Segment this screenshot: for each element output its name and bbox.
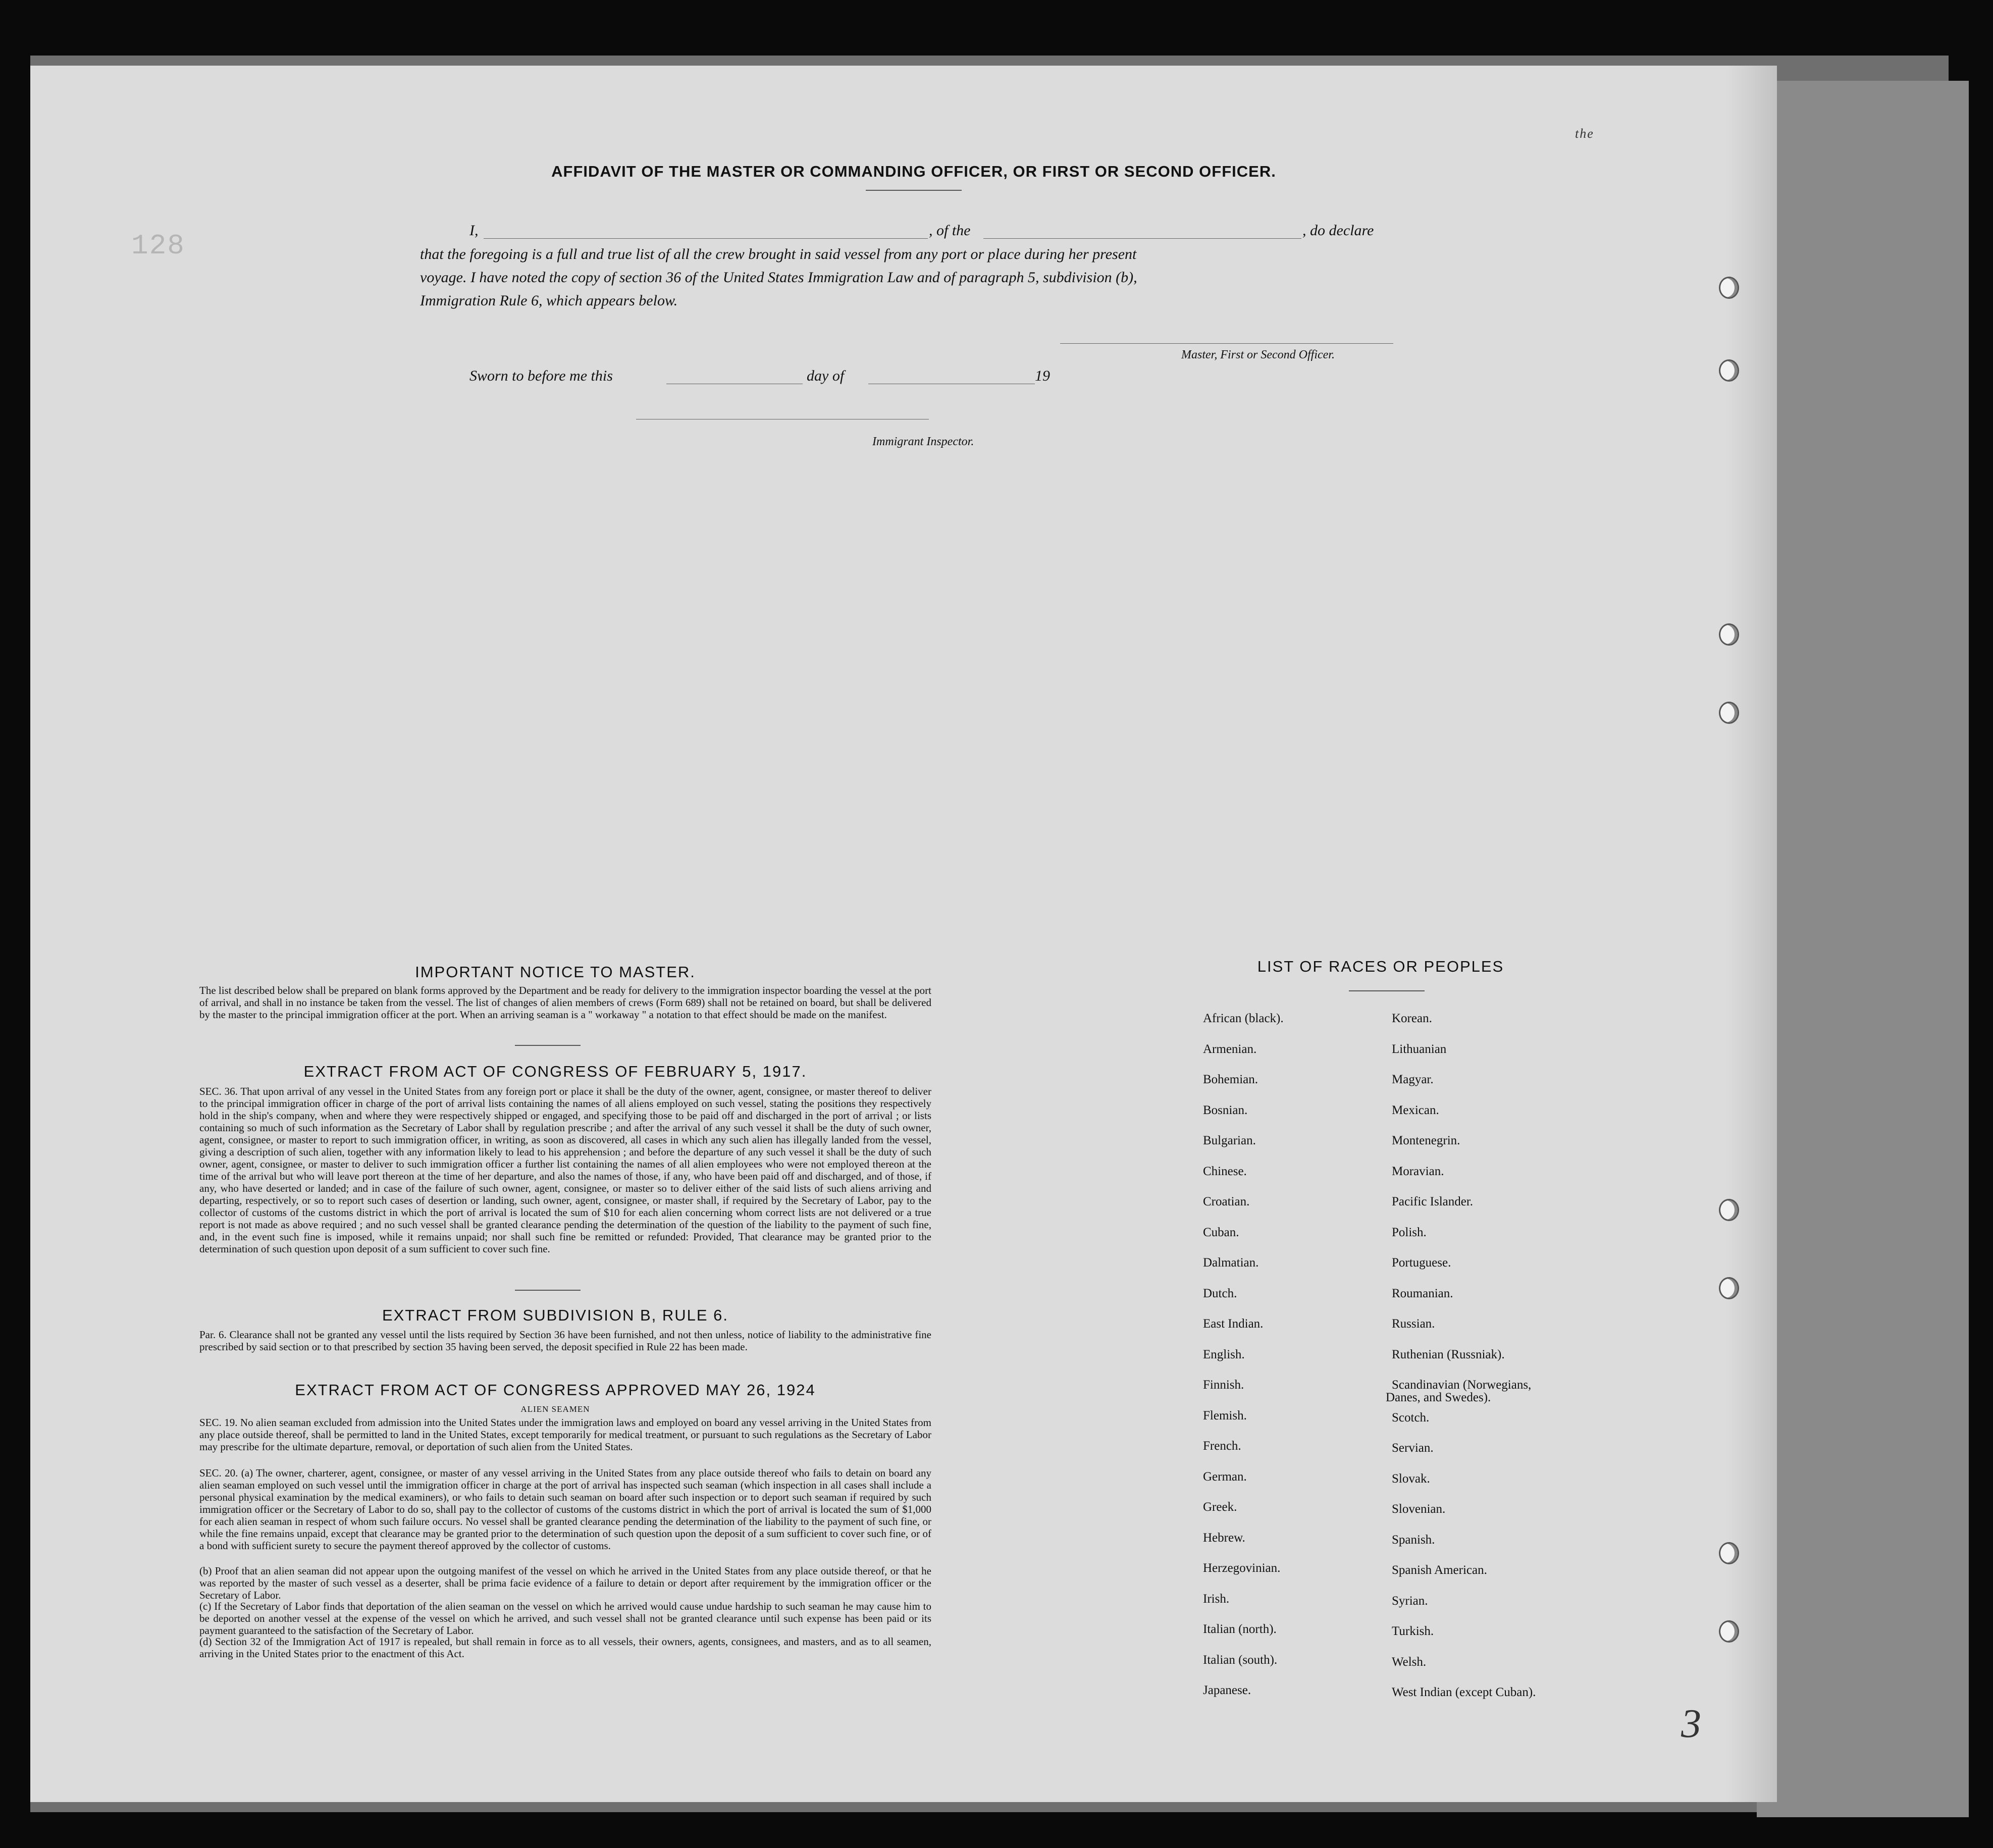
race-item: Magyar. (1392, 1073, 1434, 1086)
race-item: Bosnian. (1203, 1103, 1248, 1117)
affidavit-declare: , do declare (1302, 222, 1374, 239)
punch-hole-icon (1719, 1542, 1739, 1564)
sworn-label: Sworn to before me this (469, 367, 613, 384)
race-item: Spanish American. (1392, 1563, 1487, 1577)
race-item: Greek. (1203, 1500, 1237, 1514)
race-item: English. (1203, 1348, 1245, 1361)
notice-body: The list described below shall be prepared on blank forms approved by the Department and be ready for delivery to the immigration inspector boarding the vessel at the port of arrival, and shall in no instance be taken from the vessel. The list of changes of alien members of crews (Form 689) shall not be retained on board, but shall be delivered by the master to the principal immigration officer at the port. When an arriving seaman is a " workaway " a notation to that effect should be made on the manifest. (199, 984, 931, 1021)
race-item: Japanese. (1203, 1683, 1251, 1697)
race-item: Italian (north). (1203, 1622, 1277, 1636)
handwritten-number: 3 (1681, 1702, 1702, 1746)
race-item-continuation: Danes, and Swedes). (1386, 1391, 1491, 1404)
extract-1924-sec20c: (c) If the Secretary of Labor finds that deportation of the alien seaman on the vessel on which he arrived would cause undue hardship to such seaman he may cause him to be deported on another vessel at the expense of the vessel on which he arrived, and such vessel shall not be granted clearance until such expense has been paid or its payment guaranteed to the satisfaction of the Secretary of Labor. (199, 1600, 931, 1636)
race-item: Montenegrin. (1392, 1134, 1460, 1147)
extract-1924-title: EXTRACT FROM ACT OF CONGRESS APPROVED MAY 26, 1924 (295, 1381, 816, 1399)
punch-hole-icon (1719, 1277, 1739, 1299)
race-item: Roumanian. (1392, 1287, 1453, 1300)
extract-1924-subtitle: ALIEN SEAMEN (520, 1404, 590, 1414)
page-number-mark: 128 (131, 230, 185, 262)
race-item: East Indian. (1203, 1317, 1264, 1331)
race-item: African (black). (1203, 1012, 1284, 1025)
race-item: Ruthenian (Russniak). (1392, 1348, 1505, 1361)
year-label: 19 (1035, 367, 1050, 384)
race-item: Portuguese. (1392, 1256, 1451, 1270)
extract-rule6-title: EXTRACT FROM SUBDIVISION B, RULE 6. (382, 1306, 729, 1324)
race-item: Chinese. (1203, 1165, 1247, 1178)
race-item: Polish. (1392, 1226, 1427, 1239)
officer-signature-label: Master, First or Second Officer. (1181, 348, 1335, 361)
officer-signature-line (1060, 343, 1393, 344)
race-item: Cuban. (1203, 1226, 1239, 1239)
inspector-signature-label: Immigrant Inspector. (872, 435, 974, 448)
extract-1917-title: EXTRACT FROM ACT OF CONGRESS OF FEBRUARY 5, 1917. (303, 1063, 807, 1080)
race-item: Spanish. (1392, 1533, 1435, 1547)
affidavit-of-the: , of the (929, 222, 971, 239)
punch-hole-icon (1719, 623, 1739, 646)
race-item: French. (1203, 1439, 1241, 1453)
extract-1924-sec20b: (b) Proof that an alien seaman did not appear upon the outgoing manifest of the vessel on which he arrived in the United States from any place outside thereof, or that he was reported by the master of such vessel as a deserter, shall be prima facie evidence of a failure to detain or deport after requirement by the immigration officer or the Secretary of Labor. (199, 1565, 931, 1601)
race-item: Croatian. (1203, 1195, 1250, 1208)
extract-1924-sec20a: SEC. 20. (a) The owner, charterer, agent, consignee, or master of any vessel arriving in the United States from any place outside thereof who fails to detain on board any alien seaman employed on such vessel until the immigration officer in charge at the port of arrival has inspected such seaman (which inspection in all cases shall include a personal physical examination by the medical examiners), or who fails to detain such seaman on board after such inspection or to deport such seaman if required by such immigration officer or the Secretary of Labor to do so, shall pay to the collector of customs of the customs district in which the port of arrival is located the sum of $1,000 for each alien seaman in respect of whom such failure occurs. No vessel shall be granted clearance pending the determination of the liability to the payment of such fine, or while the fine remains unpaid, except that clearance may be granted prior to the determination of such question upon the deposit of a sum sufficient to cover such fine, or of a bond with sufficient surety to secure the payment thereof approved by the collector of customs. (199, 1467, 931, 1552)
race-item: Turkish. (1392, 1624, 1434, 1638)
extract-1924-sec19: SEC. 19. No alien seaman excluded from admission into the United States under the immigration laws and employed on board any vessel arriving in the United States from any place outside thereof, shall be permitted to land in the United States, except temporarily for medical treatment, or pursuant to such regulations as the Secretary of Labor may prescribe for the ultimate departure, removal, or deportation of such alien from the United States. (199, 1416, 931, 1453)
race-item: Bulgarian. (1203, 1134, 1256, 1147)
race-item: Mexican. (1392, 1103, 1439, 1117)
race-item: Flemish. (1203, 1409, 1247, 1422)
affidavit-line2: that the foregoing is a full and true list of all the crew brought in said vessel from any port or place during her present (420, 246, 1137, 262)
race-item: West Indian (except Cuban). (1392, 1685, 1536, 1699)
notice-title: IMPORTANT NOTICE TO MASTER. (415, 963, 696, 981)
races-title: LIST OF RACES OR PEOPLES (1257, 958, 1504, 975)
race-item: Irish. (1203, 1592, 1230, 1606)
race-item: Welsh. (1392, 1655, 1427, 1669)
underlying-sheet-edge (1757, 81, 1969, 1817)
extract-1924-sec20d: (d) Section 32 of the Immigration Act of 1917 is repealed, but shall remain in force as to all vessels, their owners, agents, consignees, and masters, and as to all seamen, arriving in the United States prior to the enactment of this Act. (199, 1635, 931, 1660)
race-item: Syrian. (1392, 1594, 1428, 1608)
race-item: Lithuanian (1392, 1042, 1447, 1056)
race-item: Italian (south). (1203, 1653, 1278, 1667)
race-item: Pacific Islander. (1392, 1195, 1474, 1208)
race-item: Moravian. (1392, 1165, 1444, 1178)
affidavit-line3: voyage. I have noted the copy of section 36 of the United States Immigration Law and of paragraph 5, subdivision (b), (420, 269, 1137, 286)
affidavit-i: I, (469, 222, 479, 239)
vessel-blank (983, 238, 1301, 239)
race-item: Servian. (1392, 1441, 1434, 1455)
race-item: German. (1203, 1470, 1247, 1484)
affidavit-line4: Immigration Rule 6, which appears below. (420, 292, 678, 309)
race-item: Russian. (1392, 1317, 1435, 1331)
day-of-label: day of (807, 367, 845, 384)
race-item: Korean. (1392, 1012, 1432, 1025)
punch-hole-icon (1719, 359, 1739, 382)
race-item: Armenian. (1203, 1042, 1257, 1056)
race-item: Scandinavian (Norwegians, (1392, 1378, 1532, 1392)
extract-rule6-body: Par. 6. Clearance shall not be granted any vessel until the lists required by Section 36 have been furnished, and not then unless, notice of liability to the administrative fine prescribed by said section or to that prescribed by section 35 having been served, the deposit specified in Rule 22 has been made. (199, 1329, 931, 1353)
race-item: Dutch. (1203, 1287, 1237, 1300)
race-item: Scotch. (1392, 1411, 1430, 1424)
race-item: Slovenian. (1392, 1502, 1446, 1516)
name-blank (484, 238, 928, 239)
race-item: Finnish. (1203, 1378, 1244, 1392)
punch-hole-icon (1719, 1620, 1739, 1643)
race-item: Herzegovinian. (1203, 1561, 1281, 1575)
punch-hole-icon (1719, 702, 1739, 724)
extract-1917-body: SEC. 36. That upon arrival of any vessel in the United States from any foreign port or place it shall be the duty of the owner, agent, consignee, or master thereof to deliver to the principal immigration officer in charge of the port of arrival lists containing the names of all aliens employed on such vessel, stating the positions they respectively hold in the ship's company, when and where they were respectively shipped or engaged, and specifying those to be paid off and discharged in the port of arrival ; or lists containing so much of such information as the Secretary of Labor shall by regulation prescribe ; and after the arrival of any such vessel it shall be the duty of such owner, agent, consignee, or master to report to such immigration officer, in writing, as soon as discovered, all cases in which any such alien has illegally landed from the vessel, giving a description of such alien, together with any information likely to lead to his apprehension ; and before the departure of any such vessel it shall be the duty of such owner, agent, consignee, or master to deliver to such immigration officer a further list containing the names of all alien employees who were not employed thereon at the time of the arrival but who will leave port thereon at the time of her departure, and also the names of those, if any, who have been paid off and discharged, and of those, if any, who have deserted or landed; and in case of the failure of such owner, agent, consignee, or master so to deliver either of the said lists of such aliens arriving and departing, respectively, or so to report such cases of desertion or landing, such owner, agent, consignee, or master shall, if required by the Secretary of Labor, pay to the collector of customs of the customs district in which the port of arrival is located the sum of $10 for each alien concerning whom correct lists are not delivered or a true report is not made as above required ; and no such vessel shall be granted clearance pending the determination of the question of the liability to the payment of such fine, and, in the event such fine is imposed, while it remains unpaid; nor shall such fine be remitted or refunded: Provided, That clearance may be granted prior to the determination of such question upon deposit of a sum sufficient to cover such fine. (199, 1085, 931, 1255)
corner-mark: the (1575, 126, 1594, 141)
punch-hole-icon (1719, 1199, 1739, 1221)
race-item: Slovak. (1392, 1472, 1430, 1486)
race-item: Dalmatian. (1203, 1256, 1259, 1270)
affidavit-title: AFFIDAVIT OF THE MASTER OR COMMANDING OFFICER, OR FIRST OR SECOND OFFICER. (551, 163, 1276, 180)
race-item: Bohemian. (1203, 1073, 1258, 1086)
race-item: Hebrew. (1203, 1531, 1245, 1545)
punch-hole-icon (1719, 277, 1739, 299)
